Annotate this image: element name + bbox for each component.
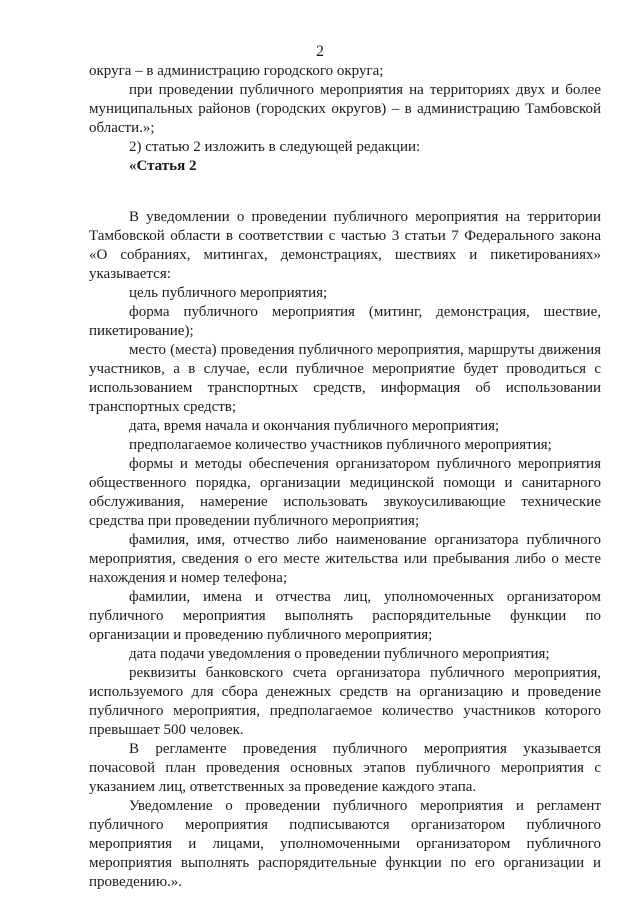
- list-item-organizer: фамилия, имя, отчество либо наименование организатора публичного мероприятия, сведения о его месте жительства или пребывания либо о месте нахождения и номер телефона;: [89, 532, 601, 586]
- list-item-form: форма публичного мероприятия (митинг, демонстрация, шествие, пикетирование);: [89, 304, 601, 339]
- article-heading: «Статья 2: [129, 158, 197, 174]
- list-item-purpose: цель публичного мероприятия;: [129, 285, 328, 301]
- list-item-participants: предполагаемое количество участников публичного мероприятия;: [129, 437, 552, 453]
- paragraph-notification-content: В уведомлении о проведении публичного мероприятия на территории Тамбовской области в соответствии с частью 3 статьи 7 Федерального закона «О собраниях, митингах, демонстрациях, шествиях и пикетированиях» указывается:: [89, 209, 601, 282]
- paragraph-signing: Уведомление о проведении публичного мероприятия и регламент публичного мероприятия подписываются организатором публичного мероприятия и лицами, уполномоченными организатором публичного мероприятия выполнять распорядительные функции по его организации и проведению.».: [89, 798, 601, 890]
- list-item-authorized-persons: фамилии, имена и отчества лиц, уполномоченных организатором публичного мероприятия выполнять распорядительные функции по организации и проведению публичного мероприятия;: [89, 589, 601, 643]
- document-body: [89, 62, 601, 892]
- paragraph-regulations: В регламенте проведения публичного мероприятия указывается почасовой план проведения основных этапов публичного мероприятия с указанием лиц, ответственных за проведение каждого этапа.: [89, 741, 601, 795]
- paragraph-regional-venue: при проведении публичного мероприятия на территориях двух и более муниципальных районов (городских округов) – в администрацию Тамбовской области.»;: [89, 82, 601, 136]
- page-number: 2: [316, 43, 324, 60]
- paragraph-continuation: округа – в администрацию городского округа;: [89, 63, 384, 79]
- list-item-bank-details: реквизиты банковского счета организатора публичного мероприятия, используемого для сбора денежных средств на организацию и проведение публичного мероприятия, предполагаемое количество участников которого превышает 500 человек.: [89, 665, 601, 738]
- list-item-order-methods: формы и методы обеспечения организатором публичного мероприятия общественного порядка, организации медицинской помощи и санитарного обслуживания, намерение использовать звукоусиливающие технические средства при проведении публичного мероприятия;: [89, 456, 601, 529]
- paragraph-amendment-intro: 2) статью 2 изложить в следующей редакции:: [129, 139, 421, 155]
- list-item-date-time: дата, время начала и окончания публичного мероприятия;: [129, 418, 500, 434]
- list-item-location: место (места) проведения публичного мероприятия, маршруты движения участников, а в случае, если публичное мероприятие будет проводиться с использованием транспортных средств, информация об использовании транспортных средств;: [89, 342, 601, 415]
- list-item-submission-date: дата подачи уведомления о проведении публичного мероприятия;: [129, 646, 550, 662]
